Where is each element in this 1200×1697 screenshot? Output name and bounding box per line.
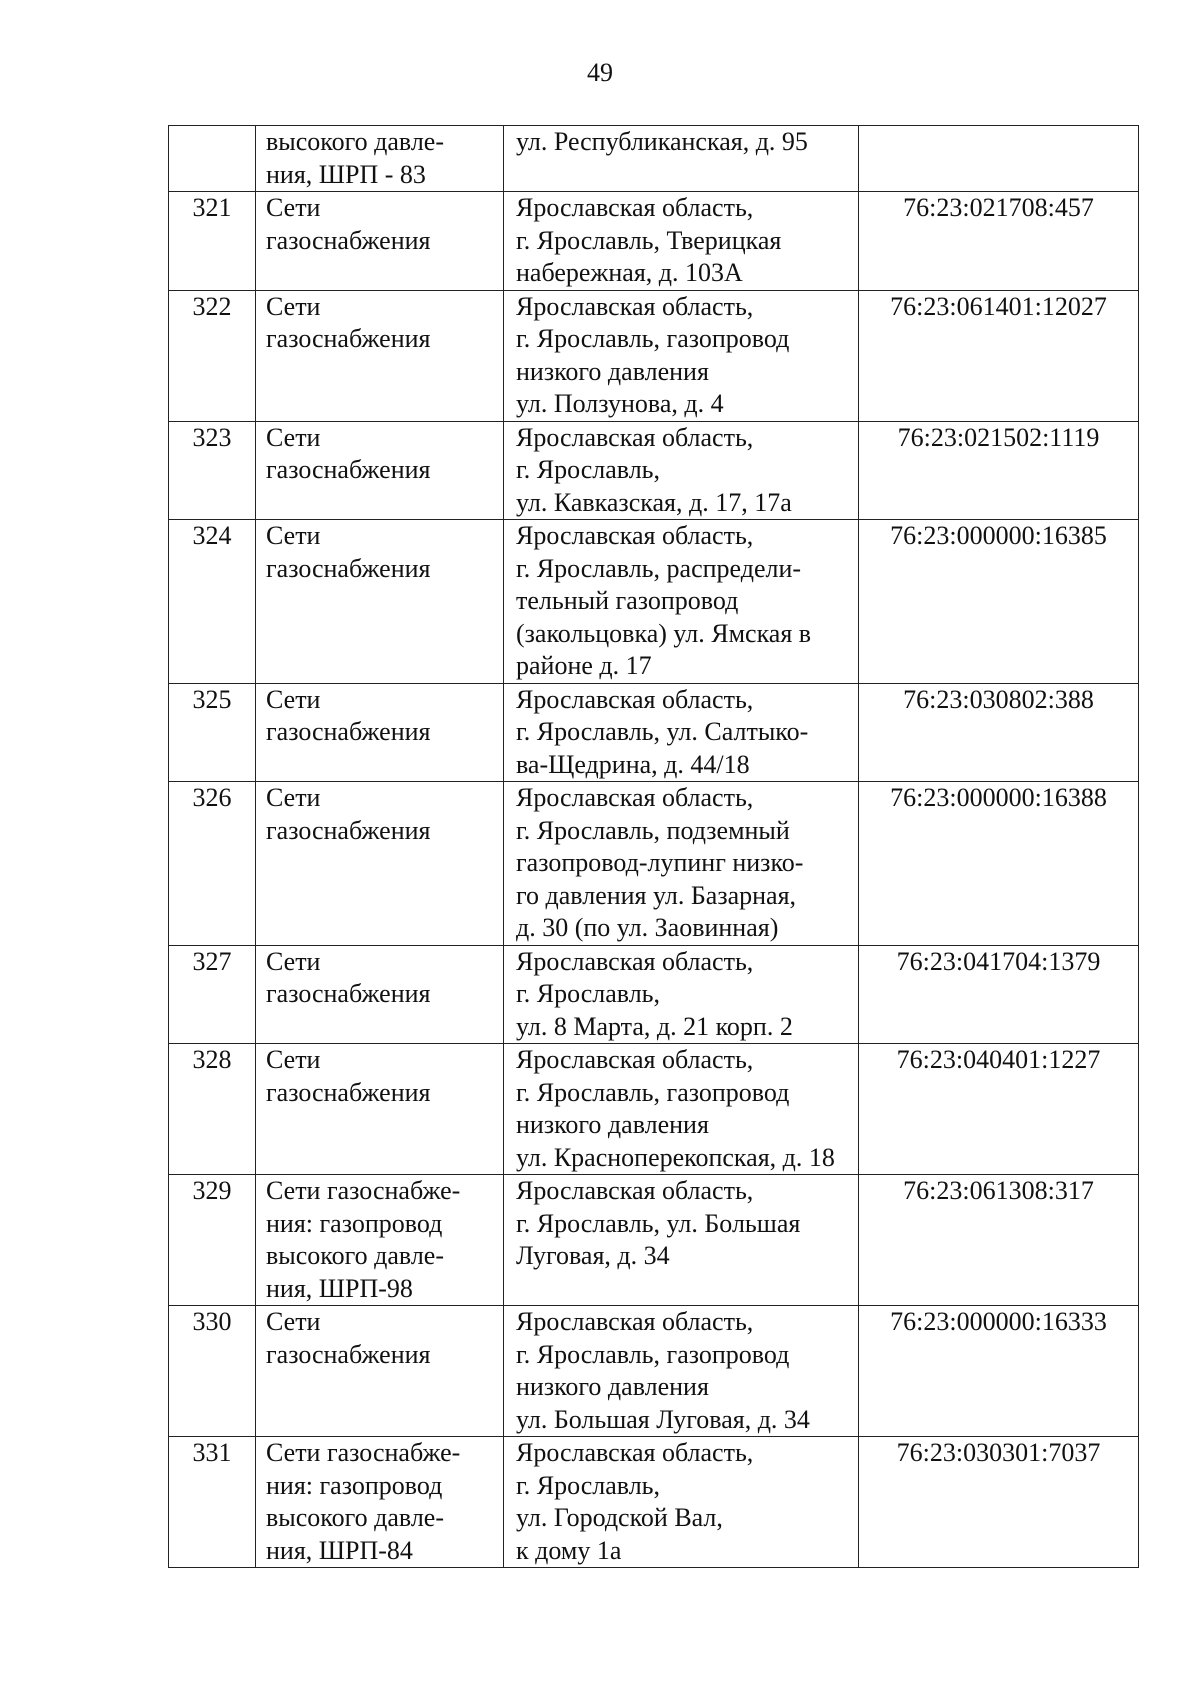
object-address: Ярославская область, г. Ярославль, газопровод низкого давления ул. Большая Луговая, д. 34 (504, 1306, 859, 1437)
cadastral-number: 76:23:000000:16388 (859, 782, 1139, 946)
row-number: 331 (169, 1437, 256, 1568)
cadastral-number: 76:23:061308:317 (859, 1175, 1139, 1306)
object-address: Ярославская область, г. Ярославль, Тверицкая набережная, д. 103А (504, 192, 859, 291)
object-address: Ярославская область, г. Ярославль, газопровод низкого давления ул. Красноперекопская, д. 18 (504, 1044, 859, 1175)
table-row (169, 945, 1139, 1044)
table-row (169, 520, 1139, 684)
row-number: 324 (169, 520, 256, 684)
cadastral-number: 76:23:021502:1119 (859, 421, 1139, 520)
object-name: Сети газоснабжения (256, 782, 504, 946)
property-registry-table (168, 125, 1139, 1568)
table-row (169, 1306, 1139, 1437)
table-row (169, 683, 1139, 782)
row-number: 328 (169, 1044, 256, 1175)
row-number: 323 (169, 421, 256, 520)
row-number: 321 (169, 192, 256, 291)
cadastral-number: 76:23:061401:12027 (859, 290, 1139, 421)
row-number (169, 126, 256, 192)
cadastral-number: 76:23:030301:7037 (859, 1437, 1139, 1568)
row-number: 325 (169, 683, 256, 782)
table-row (169, 1175, 1139, 1306)
object-name: Сети газоснабжения (256, 945, 504, 1044)
table-row (169, 192, 1139, 291)
object-name: Сети газоснабже- ния: газопровод высокого давле- ния, ШРП-98 (256, 1175, 504, 1306)
page-number: 49 (587, 58, 613, 87)
object-address: Ярославская область, г. Ярославль, ул. Салтыко- ва-Щедрина, д. 44/18 (504, 683, 859, 782)
object-name: Сети газоснабжения (256, 1044, 504, 1175)
cadastral-number: 76:23:021708:457 (859, 192, 1139, 291)
object-address: Ярославская область, г. Ярославль, подземный газопровод-лупинг низко- го давления ул. Базарная, д. 30 (по ул. Заовинная) (504, 782, 859, 946)
object-name: Сети газоснабжения (256, 192, 504, 291)
object-address: Ярославская область, г. Ярославль, ул. Кавказская, д. 17, 17а (504, 421, 859, 520)
object-address: Ярославская область, г. Ярославль, ул. Городской Вал, к дому 1а (504, 1437, 859, 1568)
row-number: 326 (169, 782, 256, 946)
object-address: ул. Республиканская, д. 95 (504, 126, 859, 192)
cadastral-number: 76:23:040401:1227 (859, 1044, 1139, 1175)
row-number: 329 (169, 1175, 256, 1306)
cadastral-number: 76:23:000000:16385 (859, 520, 1139, 684)
object-name: высокого давле- ния, ШРП - 83 (256, 126, 504, 192)
object-name: Сети газоснабжения (256, 290, 504, 421)
object-name: Сети газоснабжения (256, 1306, 504, 1437)
table-row (169, 782, 1139, 946)
table-row (169, 290, 1139, 421)
table-row (169, 1437, 1139, 1568)
object-address: Ярославская область, г. Ярославль, ул. 8 Марта, д. 21 корп. 2 (504, 945, 859, 1044)
object-address: Ярославская область, г. Ярославль, газопровод низкого давления ул. Ползунова, д. 4 (504, 290, 859, 421)
object-address: Ярославская область, г. Ярославль, ул. Большая Луговая, д. 34 (504, 1175, 859, 1306)
object-name: Сети газоснабжения (256, 683, 504, 782)
object-name: Сети газоснабжения (256, 421, 504, 520)
row-number: 327 (169, 945, 256, 1044)
object-name: Сети газоснабже- ния: газопровод высокого давле- ния, ШРП-84 (256, 1437, 504, 1568)
cadastral-number (859, 126, 1139, 192)
cadastral-number: 76:23:000000:16333 (859, 1306, 1139, 1437)
row-number: 330 (169, 1306, 256, 1437)
row-number: 322 (169, 290, 256, 421)
table-row (169, 1044, 1139, 1175)
table-row (169, 421, 1139, 520)
cadastral-number: 76:23:041704:1379 (859, 945, 1139, 1044)
table-row (169, 126, 1139, 192)
object-address: Ярославская область, г. Ярославль, распредели- тельный газопровод (закольцовка) ул. Ямская в районе д. 17 (504, 520, 859, 684)
object-name: Сети газоснабжения (256, 520, 504, 684)
cadastral-number: 76:23:030802:388 (859, 683, 1139, 782)
